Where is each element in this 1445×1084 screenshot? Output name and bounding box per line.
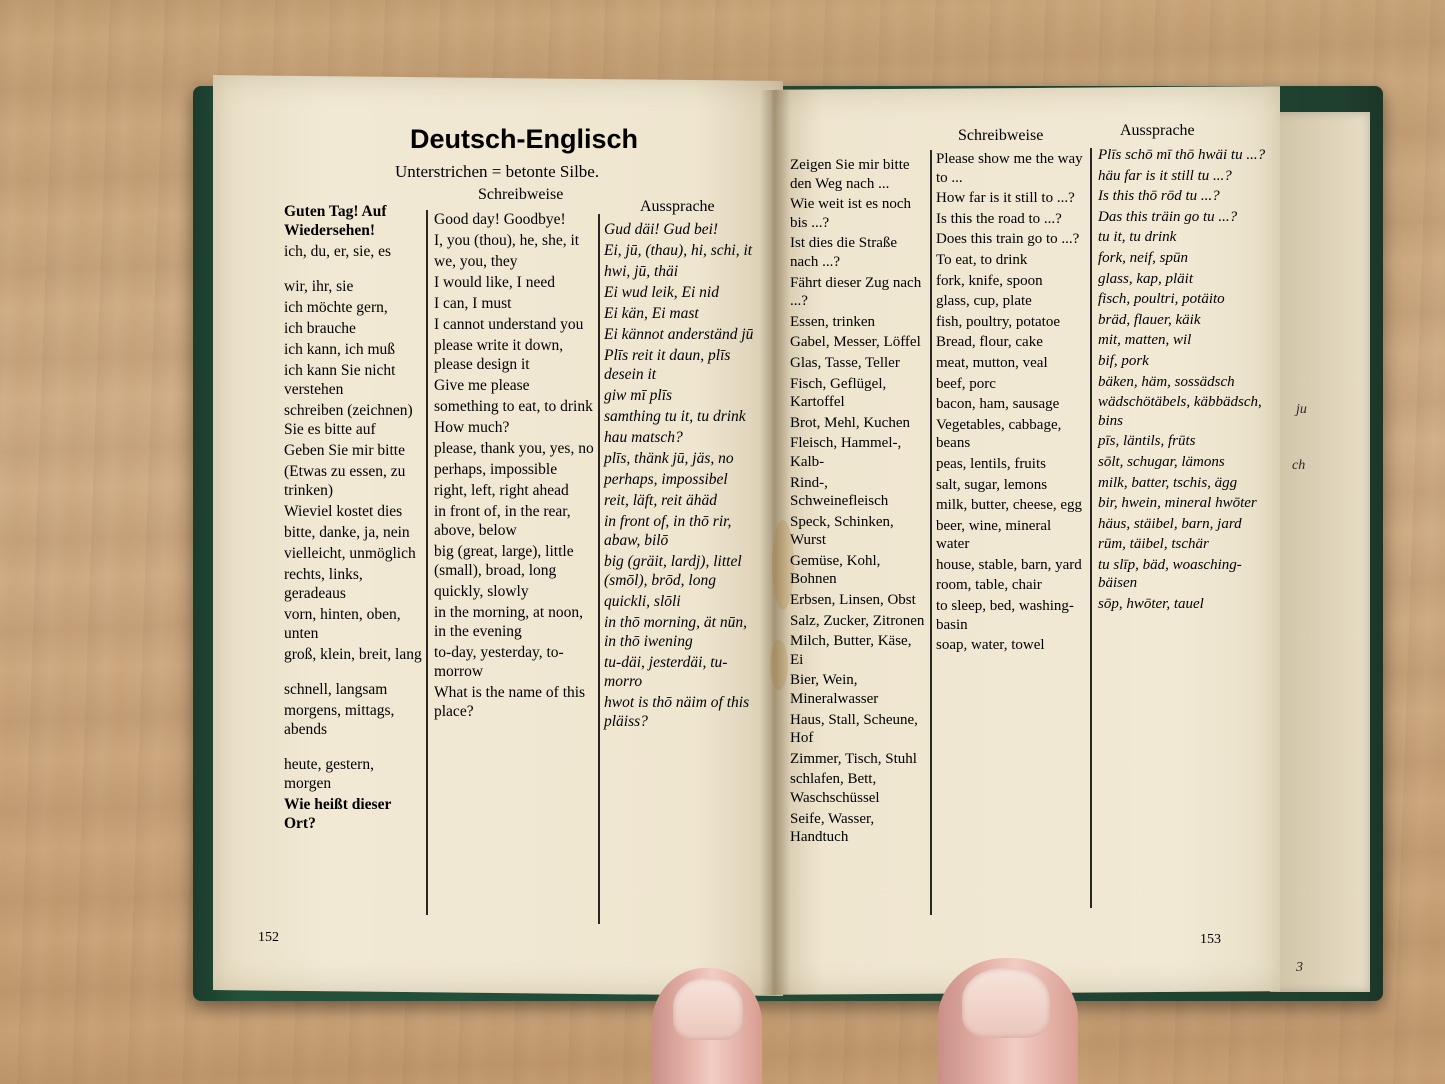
pronunciation-entry: sōp, hwōter, tauel — [1098, 596, 1204, 613]
english-entry: I would like, I need — [434, 274, 555, 291]
pronunciation-entry: glass, kap, pläit — [1098, 270, 1194, 287]
german-entry: Brot, Mehl, Kuchen — [790, 414, 910, 431]
pronunciation-entry: hwot is thō näim of this pläiss? — [604, 694, 750, 730]
english-entry: fish, poultry, potatoe — [936, 313, 1061, 330]
english-entry: How far is it still to ...? — [936, 190, 1075, 207]
english-entry: Does this train go to ...? — [936, 231, 1080, 248]
german-entry: Zimmer, Tisch, Stuhl — [790, 750, 917, 767]
pronunciation-entry: tu-däi, jesterdäi, tu-morro — [604, 654, 728, 690]
pronunciation-entry: bif, pork — [1098, 352, 1149, 369]
pronunciation-entry: bäken, häm, sossädsch — [1098, 373, 1235, 390]
english-entry: soap, water, towel — [936, 637, 1045, 654]
german-entry: Rind-, Schweinefleisch — [790, 474, 889, 510]
german-entry: Wie weit ist es noch bis ...? — [790, 196, 912, 231]
german-entry: vielleicht, unmöglich — [284, 545, 416, 562]
pronunciation-entry: giw mī plīs — [604, 387, 673, 404]
left-column-head-spelling: Schreibweise — [478, 186, 564, 203]
english-entry: Please show me the way to ... — [936, 151, 1083, 186]
german-entry: Essen, trinken — [790, 313, 875, 330]
pronunciation-entry: mit, matten, wil — [1098, 332, 1192, 349]
pronunciation-entry: häus, stäibel, barn, jard — [1098, 515, 1242, 532]
english-entry: I cannot understand you — [434, 316, 584, 333]
english-entry: beer, wine, mineral water — [936, 517, 1052, 553]
pronunciation-entry: häu far is it still tu ...? — [1098, 167, 1232, 184]
peek-fragment-2: ch — [1292, 458, 1306, 473]
page-number-left: 152 — [258, 930, 279, 945]
german-entry: Gabel, Messer, Löffel — [790, 334, 921, 351]
english-entry: meat, mutton, veal — [936, 354, 1048, 371]
pronunciation-entry: rūm, täibel, tschär — [1098, 536, 1209, 553]
english-entry: something to eat, to drink — [434, 398, 593, 415]
german-entry: ich kann, ich muß — [284, 341, 396, 358]
english-entry: How much? — [434, 419, 510, 436]
german-entry: ich, du, er, sie, es — [284, 243, 391, 260]
german-entry: Haus, Stall, Scheune, Hof — [790, 711, 918, 747]
english-entry: peas, lentils, fruits — [936, 455, 1046, 472]
german-entry: Fisch, Geflügel, Kartoffel — [790, 375, 887, 411]
english-entry: to-day, yesterday, to-morrow — [434, 644, 564, 680]
english-entry: To eat, to drink — [936, 251, 1028, 268]
german-entry: bitte, danke, ja, nein — [284, 524, 410, 541]
english-entry: Is this the road to ...? — [936, 210, 1062, 227]
german-entry: schnell, langsam — [284, 681, 388, 698]
german-entry: schlafen, Bett, Waschschüssel — [790, 771, 880, 806]
english-entry: Give me please — [434, 377, 530, 394]
left-column-head-pronunciation: Aussprache — [640, 198, 715, 215]
pronunciation-entry: Ei kän, Ei mast — [604, 305, 699, 322]
page-subtitle: Unterstrichen = betonte Silbe. — [395, 162, 600, 181]
pronunciation-entry: fisch, poultri, potäito — [1098, 291, 1225, 308]
english-entry: Good day! Goodbye! — [434, 211, 566, 228]
english-entry: milk, butter, cheese, egg — [936, 497, 1083, 514]
german-entry: vorn, hinten, oben, unten — [284, 606, 401, 642]
next-page-edge — [1270, 112, 1370, 992]
pronunciation-entry: in thō morning, ät nūn, in thō iwening — [604, 614, 747, 650]
pronunciation-entry: Gud däi! Gud bei! — [604, 221, 719, 238]
pronunciation-entry: wädschötäbels, käbbädsch, bins — [1098, 394, 1262, 429]
pronunciation-entry: samthing tu it, tu drink — [604, 408, 746, 425]
page-number-right: 153 — [1200, 932, 1221, 947]
right-thumbnail — [962, 968, 1050, 1038]
right-column-head-spelling: Schreibweise — [958, 127, 1044, 144]
pronunciation-entry: tu it, tu drink — [1098, 229, 1177, 246]
german-entry: Ist dies die Straße nach ...? — [790, 235, 898, 270]
pronunciation-entry: quickli, slōli — [604, 593, 681, 610]
column-divider — [426, 210, 428, 915]
english-entry: beef, porc — [936, 375, 996, 392]
pronunciation-entry: Ei, jū, (thau), hi, schi, it — [604, 242, 753, 259]
peek-fragment-3: 3 — [1296, 960, 1303, 975]
pronunciation-entry: bräd, flauer, käik — [1098, 311, 1201, 328]
english-entry: perhaps, impossible — [434, 461, 558, 478]
german-entry: Fleisch, Hammel-, Kalb- — [790, 435, 902, 470]
pronunciation-entry: milk, batter, tschis, ägg — [1098, 474, 1238, 491]
english-entry: house, stable, barn, yard — [936, 556, 1082, 573]
pronunciation-entry: Ei wud leik, Ei nid — [604, 284, 719, 301]
pronunciation-entry: hau matsch? — [604, 429, 683, 446]
pronunciation-entry: reit, läft, reit ähäd — [604, 492, 717, 509]
german-entry: Erbsen, Linsen, Obst — [790, 592, 916, 609]
english-entry: Vegetables, cabbage, beans — [936, 416, 1062, 452]
german-entry: rechts, links, geradeaus — [284, 566, 363, 602]
english-entry: fork, knife, spoon — [936, 272, 1043, 289]
english-entry: quickly, slowly — [434, 583, 529, 600]
pronunciation-entry: Plīs schō mī thō hwäi tu ...? — [1098, 147, 1266, 163]
left-english-column — [434, 210, 594, 723]
english-entry: in front of, in the rear, above, below — [434, 503, 571, 539]
german-entry: ich möchte gern, — [284, 299, 388, 316]
pronunciation-entry: plīs, thänk jū, jäs, no — [604, 450, 734, 467]
english-entry: room, table, chair — [936, 577, 1042, 594]
german-entry: Salz, Zucker, Zitronen — [790, 612, 925, 629]
german-entry: schreiben (zeichnen) Sie es bitte auf — [284, 402, 413, 438]
german-entry: Glas, Tasse, Teller — [790, 354, 900, 371]
pronunciation-entry: tu slīp, bäd, woasching-bäisen — [1098, 556, 1242, 592]
english-entry: bacon, ham, sausage — [936, 396, 1060, 413]
german-entry: groß, klein, breit, lang — [284, 646, 422, 663]
pronunciation-entry: Plīs reit it daun, plīs desein it — [604, 347, 731, 383]
german-entry: Gemüse, Kohl, Bohnen — [790, 552, 881, 588]
pronunciation-entry: perhaps, impossibel — [604, 471, 728, 488]
german-entry: Zeigen Sie mir bitte den Weg nach ... — [790, 157, 910, 192]
english-entry: right, left, right ahead — [434, 482, 569, 499]
german-entry: Speck, Schinken, Wurst — [790, 513, 894, 549]
german-entry: ich kann Sie nicht verstehen — [284, 362, 396, 398]
english-entry: big (great, large), little (small), broad, long — [434, 543, 574, 579]
column-divider — [930, 150, 932, 915]
pronunciation-entry: bir, hwein, mineral hwōter — [1098, 495, 1257, 512]
page-stain — [770, 640, 788, 690]
pronunciation-entry: fork, neif, spūn — [1098, 249, 1188, 266]
column-divider — [1090, 148, 1092, 908]
english-entry: I, you (thou), he, she, it — [434, 232, 580, 249]
english-entry: I can, I must — [434, 295, 512, 312]
pronunciation-entry: pīs, läntils, frūts — [1098, 433, 1196, 450]
german-entry: ich brauche — [284, 320, 356, 337]
pronunciation-entry: Das this träin go tu ...? — [1098, 208, 1238, 225]
left-thumbnail — [673, 978, 743, 1040]
peek-fragment-1: ju — [1296, 402, 1307, 417]
english-entry: please write it down, please design it — [434, 337, 564, 373]
english-entry: salt, sugar, lemons — [936, 476, 1048, 493]
german-entry: Geben Sie mir bitte — [284, 442, 405, 459]
english-entry: we, you, they — [434, 253, 518, 270]
english-entry: to sleep, bed, washing-basin — [936, 598, 1074, 633]
german-entry: Milch, Butter, Käse, Ei — [790, 633, 912, 668]
pronunciation-entry: in front of, in thō rir, abaw, bilō — [604, 513, 732, 549]
german-entry: Fährt dieser Zug nach ...? — [790, 274, 922, 310]
left-german-column — [284, 202, 424, 835]
german-entry: Wie heißt dieser Ort? — [284, 796, 392, 832]
right-pronunciation-column — [1098, 146, 1268, 616]
english-entry: in the morning, at noon, in the evening — [434, 604, 583, 640]
page-title: Deutsch-Englisch — [410, 124, 639, 154]
german-entry: Bier, Wein, Mineralwasser — [790, 672, 879, 708]
german-entry: (Etwas zu essen, zu trinken) — [284, 463, 406, 499]
english-entry: please, thank you, yes, no — [434, 440, 594, 457]
right-column-head-pronunciation: Aussprache — [1120, 122, 1195, 139]
german-entry: Seife, Wasser, Handtuch — [790, 810, 875, 846]
right-german-column — [790, 156, 926, 849]
column-divider — [598, 214, 600, 924]
german-entry: morgens, mittags, abends — [284, 702, 395, 738]
pronunciation-entry: Is this thō rōd tu ...? — [1098, 188, 1220, 205]
english-entry: What is the name of this place? — [434, 684, 586, 720]
german-entry: heute, gestern, morgen — [284, 756, 374, 792]
german-entry: wir, ihr, sie — [284, 278, 354, 295]
pronunciation-entry: Ei kännot anderständ jū — [604, 326, 754, 343]
pronunciation-entry: big (gräit, lardj), littel (smōl), brōd, long — [604, 553, 742, 589]
pronunciation-entry: sōlt, schugar, lämons — [1098, 453, 1225, 470]
english-entry: glass, cup, plate — [936, 293, 1032, 310]
german-entry: Wieviel kostet dies — [284, 503, 403, 520]
pronunciation-entry: hwi, jū, thäi — [604, 263, 679, 280]
german-entry: Guten Tag! Auf Wiedersehen! — [284, 203, 387, 239]
left-pronunciation-column — [604, 220, 754, 733]
english-entry: Bread, flour, cake — [936, 334, 1043, 351]
right-english-column — [936, 150, 1088, 657]
